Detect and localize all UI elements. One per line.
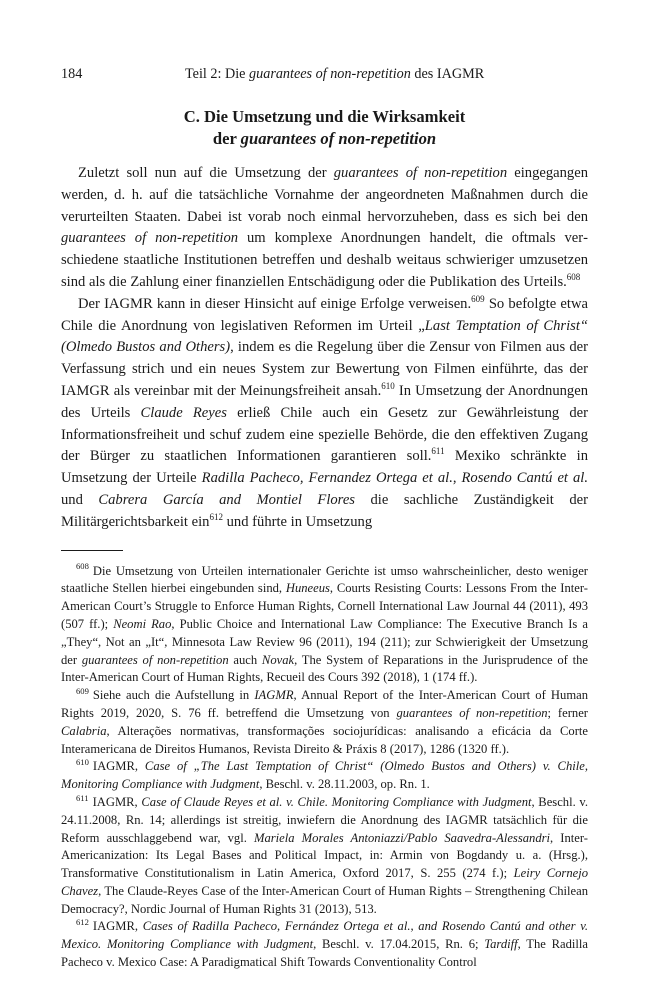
- italic-run: Calabria: [61, 723, 107, 738]
- footnote-number: 612: [76, 917, 89, 928]
- text-run: IAGMR,: [92, 759, 145, 774]
- running-title: [185, 64, 484, 84]
- text-run: Mexiko schränkte in Umsetzung der Urteile: [61, 448, 588, 487]
- footnote-separator: [61, 550, 123, 551]
- italic-run: Cabrera García and Montiel Flores: [98, 491, 355, 508]
- text-run: und: [61, 491, 99, 508]
- text-run: Die Umsetzung von Urteilen internationaler Gerichte ist umso wahrscheinlicher, desto weniger staatliche Stellen hierbei eingebunden sind,: [61, 563, 588, 596]
- text-run: , Inter-Americanization: Its Legal Bases and Political Impact, in: Armin von Bogdandy u. a. (Hrsg.), Transformative Constitutionalism in Latin America, Oxford 2017, S. 255 (274 f.);: [61, 830, 588, 881]
- text-run: IAGMR,: [92, 919, 143, 934]
- italic-run: Rosendo Cantú et al.: [461, 470, 588, 487]
- book-page: [61, 64, 588, 972]
- paragraph-2: [61, 294, 588, 534]
- text-run: Der IAGMR kann in dieser Hinsicht auf einige Erfolge verweisen.: [78, 295, 472, 312]
- italic-run: Novak: [261, 652, 295, 667]
- section-heading-line2: [61, 128, 588, 150]
- section-heading-line1: C. Die Umsetzung und die Wirksamkeit: [183, 107, 466, 126]
- footnote-608: [61, 563, 588, 688]
- italic-run: guarantees of non-repetition: [81, 652, 229, 667]
- footnote-610: [61, 758, 588, 794]
- text-run: auch: [228, 652, 262, 667]
- footnote-ref-610[interactable]: 610: [381, 381, 395, 392]
- italic-run: Case of „The Last Temptation of Christ“ (Olmedo Bustos and Others) v. Chile, Monitoring Compliance with Judgment: [61, 759, 588, 792]
- text-run: , indem es die Regelung über die Zensur von Filmen aus der Verfassung strich und ein neues System zur Bewertung von Filmen einführte, das der IAMGR als vereinbar mit der Meinungsfreiheit ansah.: [61, 339, 588, 399]
- text-run: und führte in Umsetzung: [222, 513, 373, 530]
- text-run: , Beschl. v. 17.04.2015, Rn. 6;: [313, 937, 485, 952]
- text-run: ,: [452, 470, 462, 487]
- italic-run: Leiry Cornejo Chavez: [61, 866, 589, 898]
- italic-run: Huneeus: [285, 581, 330, 596]
- running-title-text: Teil 2: Die: [185, 66, 250, 82]
- paragraph-1: [61, 163, 588, 294]
- footnotes: [61, 563, 588, 972]
- footnote-ref-611[interactable]: 611: [431, 446, 445, 457]
- italic-run: Neomi Rao: [113, 616, 172, 631]
- text-run: So befolgte etwa Chile die Anordnung von legislativen Reformen im Urteil „: [61, 295, 588, 334]
- page-number: 184: [61, 66, 83, 82]
- running-title-text-end: des IAGMR: [410, 66, 485, 82]
- text-run: IAGMR,: [92, 794, 142, 809]
- section-heading: [61, 106, 588, 150]
- footnote-number: 608: [76, 561, 89, 572]
- footnote-ref-612[interactable]: 612: [209, 511, 223, 522]
- text-run: , Courts Resisting Courts: Lessons From the Inter-American Court’s Struggle to Enforce Human Rights, Cornell International Law Journal 44 (2011), 493 (507 ff.);: [61, 581, 588, 631]
- running-head: [61, 64, 588, 84]
- running-title-italic: guarantees of non-repetition: [249, 66, 411, 82]
- footnote-611: [61, 794, 588, 919]
- footnote-number: 610: [76, 757, 89, 768]
- text-run: Siehe auch die Aufstellung in: [92, 688, 255, 703]
- text-run: , The System of Reparations in the Jurisprudence of the Inter-American Court of Human Rights, Recueil des Cours 392 (2018), 1 (174 ff.).: [61, 652, 588, 685]
- text-run: , The Claude-Reyes Case of the Inter-American Court of Human Rights – Strengthening Chilean Democracy?, Nordic Journal of Human Rights 31 (2013), 513.: [61, 883, 588, 916]
- text-run: , Beschl. v. 24.11.2008, Rn. 14; allerdings ist streitig, inwiefern die Anordnung des IAGMR tatsächlich für die Reform ausschlaggebend war, vgl.: [61, 794, 589, 845]
- italic-run: IAGMR: [254, 688, 294, 703]
- italic-run: Claude Reyes: [140, 404, 227, 421]
- heading-line2-text: der: [212, 129, 241, 148]
- text-run: , Alterações normativas, transformações sociojurídicas: analisando a eficácia da Corte Interamericana de Direitos Humanos, Revista Direito & Práxis 8 (2017), 1286 (1320 ff.).: [61, 723, 588, 756]
- text-run: erließ Chile auch ein Gesetz zur Gewährleistung der Informationsfreiheit und schuf zudem eine spezielle Behörde, die den effektiven Zugang der Bürger zu staatlichen Informationen garantieren soll.: [61, 404, 588, 465]
- footnote-612: [61, 918, 588, 971]
- text-run: , Annual Report of the Inter-American Court of Human Rights 2019, 2020, S. 76 ff. betreffend die Umsetzung von: [61, 688, 588, 720]
- text-run: ; ferner: [547, 705, 588, 720]
- italic-run: guarantees of non-repetition: [396, 705, 548, 720]
- italic-run: guarantees of non-repetition: [61, 230, 239, 247]
- text-run: , Beschl. v. 28.11.2003, op. Rn. 1.: [259, 777, 430, 792]
- text-run: , Public Choice and International Law Compliance: The Executive Branch Is a „They“, Not an „It“, Minnesota Law Review 96 (2011), 194 (211); zur Schwierigkeit der Umsetzung der: [61, 616, 588, 667]
- italic-run: guarantees of non-repetition: [333, 165, 508, 181]
- italic-run: Case of Claude Reyes et al. v. Chile. Monitoring Compliance with Judgment: [141, 794, 532, 809]
- footnote-number: 609: [76, 685, 89, 696]
- footnote-609: [61, 687, 588, 758]
- italic-run: Radilla Pacheco, Fernandez Ortega et al.: [201, 470, 453, 487]
- heading-line2-italic: guarantees of non-repetition: [240, 129, 437, 148]
- italic-run: Cases of Radilla Pacheco, Fernández Ortega et al., and Rosendo Cantú and other v. Mexico. Monitoring Compliance with Judgment: [61, 919, 588, 952]
- text-run: eingegangen werden, d. h. auf die tatsächliche Vornahme der angeordneten Maßnahmen durch die verurteilten Staaten. Dabei ist vorab noch einmal hervorzuheben, dass es sich bei den: [61, 165, 588, 225]
- italic-run: Last Temptation of Christ“ (Olmedo Bustos and Others): [61, 317, 589, 356]
- text-run: die sachliche Zuständigkeit der Militärgerichtsbarkeit ein: [61, 491, 588, 530]
- footnote-ref-609[interactable]: 609: [471, 293, 485, 304]
- text-run: um komplexe Anordnungen handelt, die oftmals verschiedene staatliche Institutionen betreffen und deshalb weitaus schwieriger umzusetzen sind als die Zahlung einer finanziellen Entschädigung oder die Publikation des Urteils.: [61, 230, 588, 290]
- italic-run: Mariela Morales Antoniazzi/Pablo Saavedra-Alessandri: [253, 830, 551, 845]
- footnote-number: 611: [76, 792, 89, 803]
- body-text: [61, 163, 588, 534]
- text-run: In Umsetzung der Anordnungen des Urteils: [61, 382, 588, 421]
- italic-run: Tardiff: [484, 937, 518, 952]
- text-run: Zuletzt soll nun auf die Umsetzung der: [78, 165, 334, 181]
- footnote-ref-608[interactable]: 608: [566, 272, 581, 283]
- text-run: , The Radilla Pacheco v. Mexico Case: A Paradigmatical Shift Towards Conventionality Control: [61, 937, 588, 970]
